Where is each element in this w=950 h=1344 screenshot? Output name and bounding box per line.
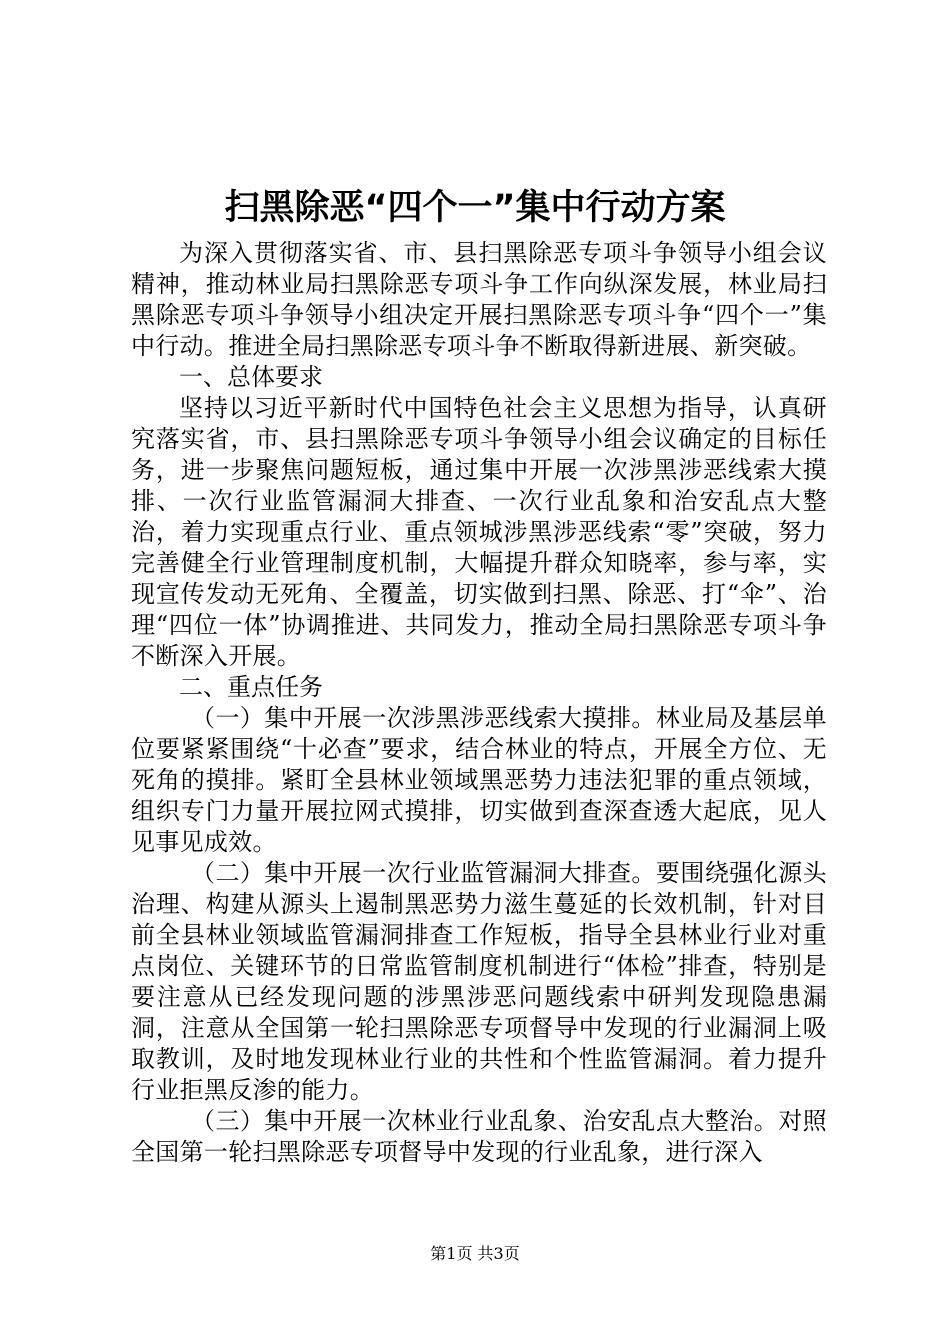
section-1-heading: 一、总体要求 [179,363,323,391]
task-2-paragraph: （二）集中开展一次行业监管漏洞大排查。要围绕强化源头治理、构建从源头上遏制黑恶势力滋生蔓延的长效机制，针对目前全县林业领域监管漏洞排查工作短板，指导全县林业行业对重点岗位、关键环节的日常监管制度机制进行“体检”排查，特别是要注意从已经发现问题的涉黑涉恶问题线索中研判发现隐患漏洞，注意从全国第一轮扫黑除恶专项督导中发现的行业漏洞上吸取教训，及时地发现林业行业的共性和个性监管漏洞。着力提升行业拒黑反渗的能力。 [131,859,827,1104]
task-3-paragraph: （三）集中开展一次林业行业乱象、治安乱点大整治。对照全国第一轮扫黑除恶专项督导中发现的行业乱象，进行深入 [131,1107,827,1166]
section-1-paragraph: 坚持以习近平新时代中国特色社会主义思想为指导，认真研究落实省，市、县扫黑除恶专项斗争领导小组会议确定的目标任务，进一步聚焦问题短板，通过集中开展一次涉黑涉恶线索大摸排、一次行业监管漏洞大排查、一次行业乱象和治安乱点大整治，着力实现重点行业、重点领城涉黑涉恶线索“零”突破，努力完善健全行业管理制度机制，大幅提升群众知晓率，参与率，实现宣传发动无死角、全覆盖，切实做到扫黑、除恶、打“伞”、治理“四位一体”协调推进、共同发力，推动全局扫黑除恶专项斗争不断深入开展。 [131,394,827,670]
document-body [131,238,827,1168]
task-1-paragraph: （一）集中开展一次涉黑涉恶线索大摸排。林业局及基层单位要紧紧围绕“十必查”要求，结合林业的特点，开展全方位、无死角的摸排。紧盯全县林业领域黑恶势力违法犯罪的重点领域，组织专门力量开展拉网式摸排，切实做到查深查透大起底，见人见事见成效。 [131,704,827,856]
intro-paragraph: 为深入贯彻落实省、市、县扫黑除恶专项斗争领导小组会议精神，推动林业局扫黑除恶专项斗争工作向纵深发展，林业局扫黑除恶专项斗争领导小组决定开展扫黑除恶专项斗争“四个一”集中行动。推进全局扫黑除恶专项斗争不断取得新进展、新突破。 [131,239,827,360]
section-2-heading: 二、重点任务 [179,673,323,701]
document-title: 扫黑除恶“四个一”集中行动方案 [224,188,726,228]
page-footer: 第1页 共3页 [430,1244,520,1263]
